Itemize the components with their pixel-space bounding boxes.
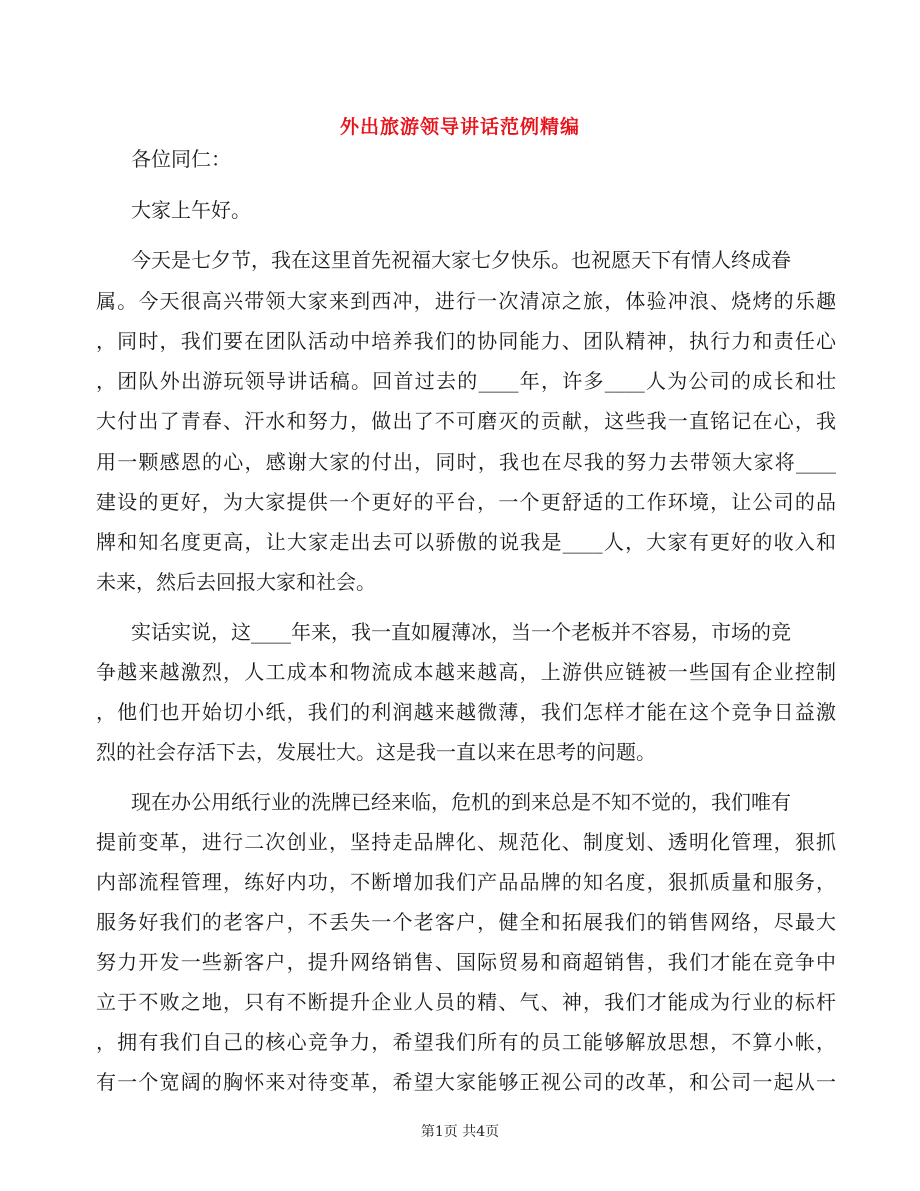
paragraph-line: ，他们也开始切小纸，我们的利润越来越微薄，我们怎样才能在这个竞争日益激 xyxy=(96,700,836,724)
paragraph-line: 属。今天很高兴带领大家来到西冲，进行一次清凉之旅，体验冲浪、烧烤的乐趣 xyxy=(96,289,836,313)
greeting-line: 大家上午好。 xyxy=(131,198,251,222)
paragraph-line: 现在办公用纸行业的洗牌已经来临，危机的到来总是不知不觉的，我们唯有 xyxy=(131,790,791,814)
paragraph-line: 提前变革，进行二次创业，坚持走品牌化、规范化、制度划、透明化管理，狠抓 xyxy=(96,830,836,854)
paragraph-line: 烈的社会存活下去，发展壮大。这是我一直以来在思考的问题。 xyxy=(96,740,656,764)
paragraph-line: 立于不败之地，只有不断提升企业人员的精、气、神，我们才能成为行业的标杆 xyxy=(96,990,836,1014)
paragraph-line: 努力开发一些新客户，提升网络销售、国际贸易和商超销售，我们才能在竞争中 xyxy=(96,950,836,974)
paragraph-line: 今天是七夕节，我在这里首先祝福大家七夕快乐。也祝愿天下有情人终成眷 xyxy=(131,248,791,272)
paragraph-line: 争越来越激烈，人工成本和物流成本越来越高，上游供应链被一些国有企业控制 xyxy=(96,660,836,684)
page-number-footer: 第1页 共4页 xyxy=(420,1124,500,1140)
document-title: 外出旅游领导讲话范例精编 xyxy=(339,116,580,138)
paragraph-line: ，拥有我们自己的核心竞争力，希望我们所有的员工能够解放思想，不算小帐， xyxy=(96,1030,836,1054)
paragraph-line: 服务好我们的老客户，不丢失一个老客户，健全和拓展我们的销售网络，尽最大 xyxy=(96,910,836,934)
paragraph-line: 有一个宽阔的胸怀来对待变革，希望大家能够正视公司的改革，和公司一起从一 xyxy=(96,1070,836,1094)
paragraph-line: 内部流程管理，练好内功，不断增加我们产品品牌的知名度，狠抓质量和服务， xyxy=(96,870,836,894)
paragraph-line: ，同时，我们要在团队活动中培养我们的协同能力、团队精神，执行力和责任心 xyxy=(96,329,836,353)
paragraph-line: 牌和知名度更高，让大家走出去可以骄傲的说我是____人，大家有更好的收入和 xyxy=(96,530,836,554)
paragraph-line: ，团队外出游玩领导讲话稿。回首过去的____年，许多____人为公司的成长和壮 xyxy=(96,369,836,393)
paragraph-line: 未来，然后去回报大家和社会。 xyxy=(96,570,376,594)
paragraph-line: 用一颗感恩的心，感谢大家的付出，同时，我也在尽我的努力去带领大家将____ xyxy=(96,450,836,474)
paragraph-line: 建设的更好，为大家提供一个更好的平台，一个更舒适的工作环境，让公司的品 xyxy=(96,490,836,514)
salutation-line: 各位同仁： xyxy=(131,147,231,171)
paragraph-line: 实话实说，这____年来，我一直如履薄冰，当一个老板并不容易，市场的竞 xyxy=(131,620,791,644)
paragraph-line: 大付出了青春、汗水和努力，做出了不可磨灭的贡献，这些我一直铭记在心，我 xyxy=(96,409,836,433)
